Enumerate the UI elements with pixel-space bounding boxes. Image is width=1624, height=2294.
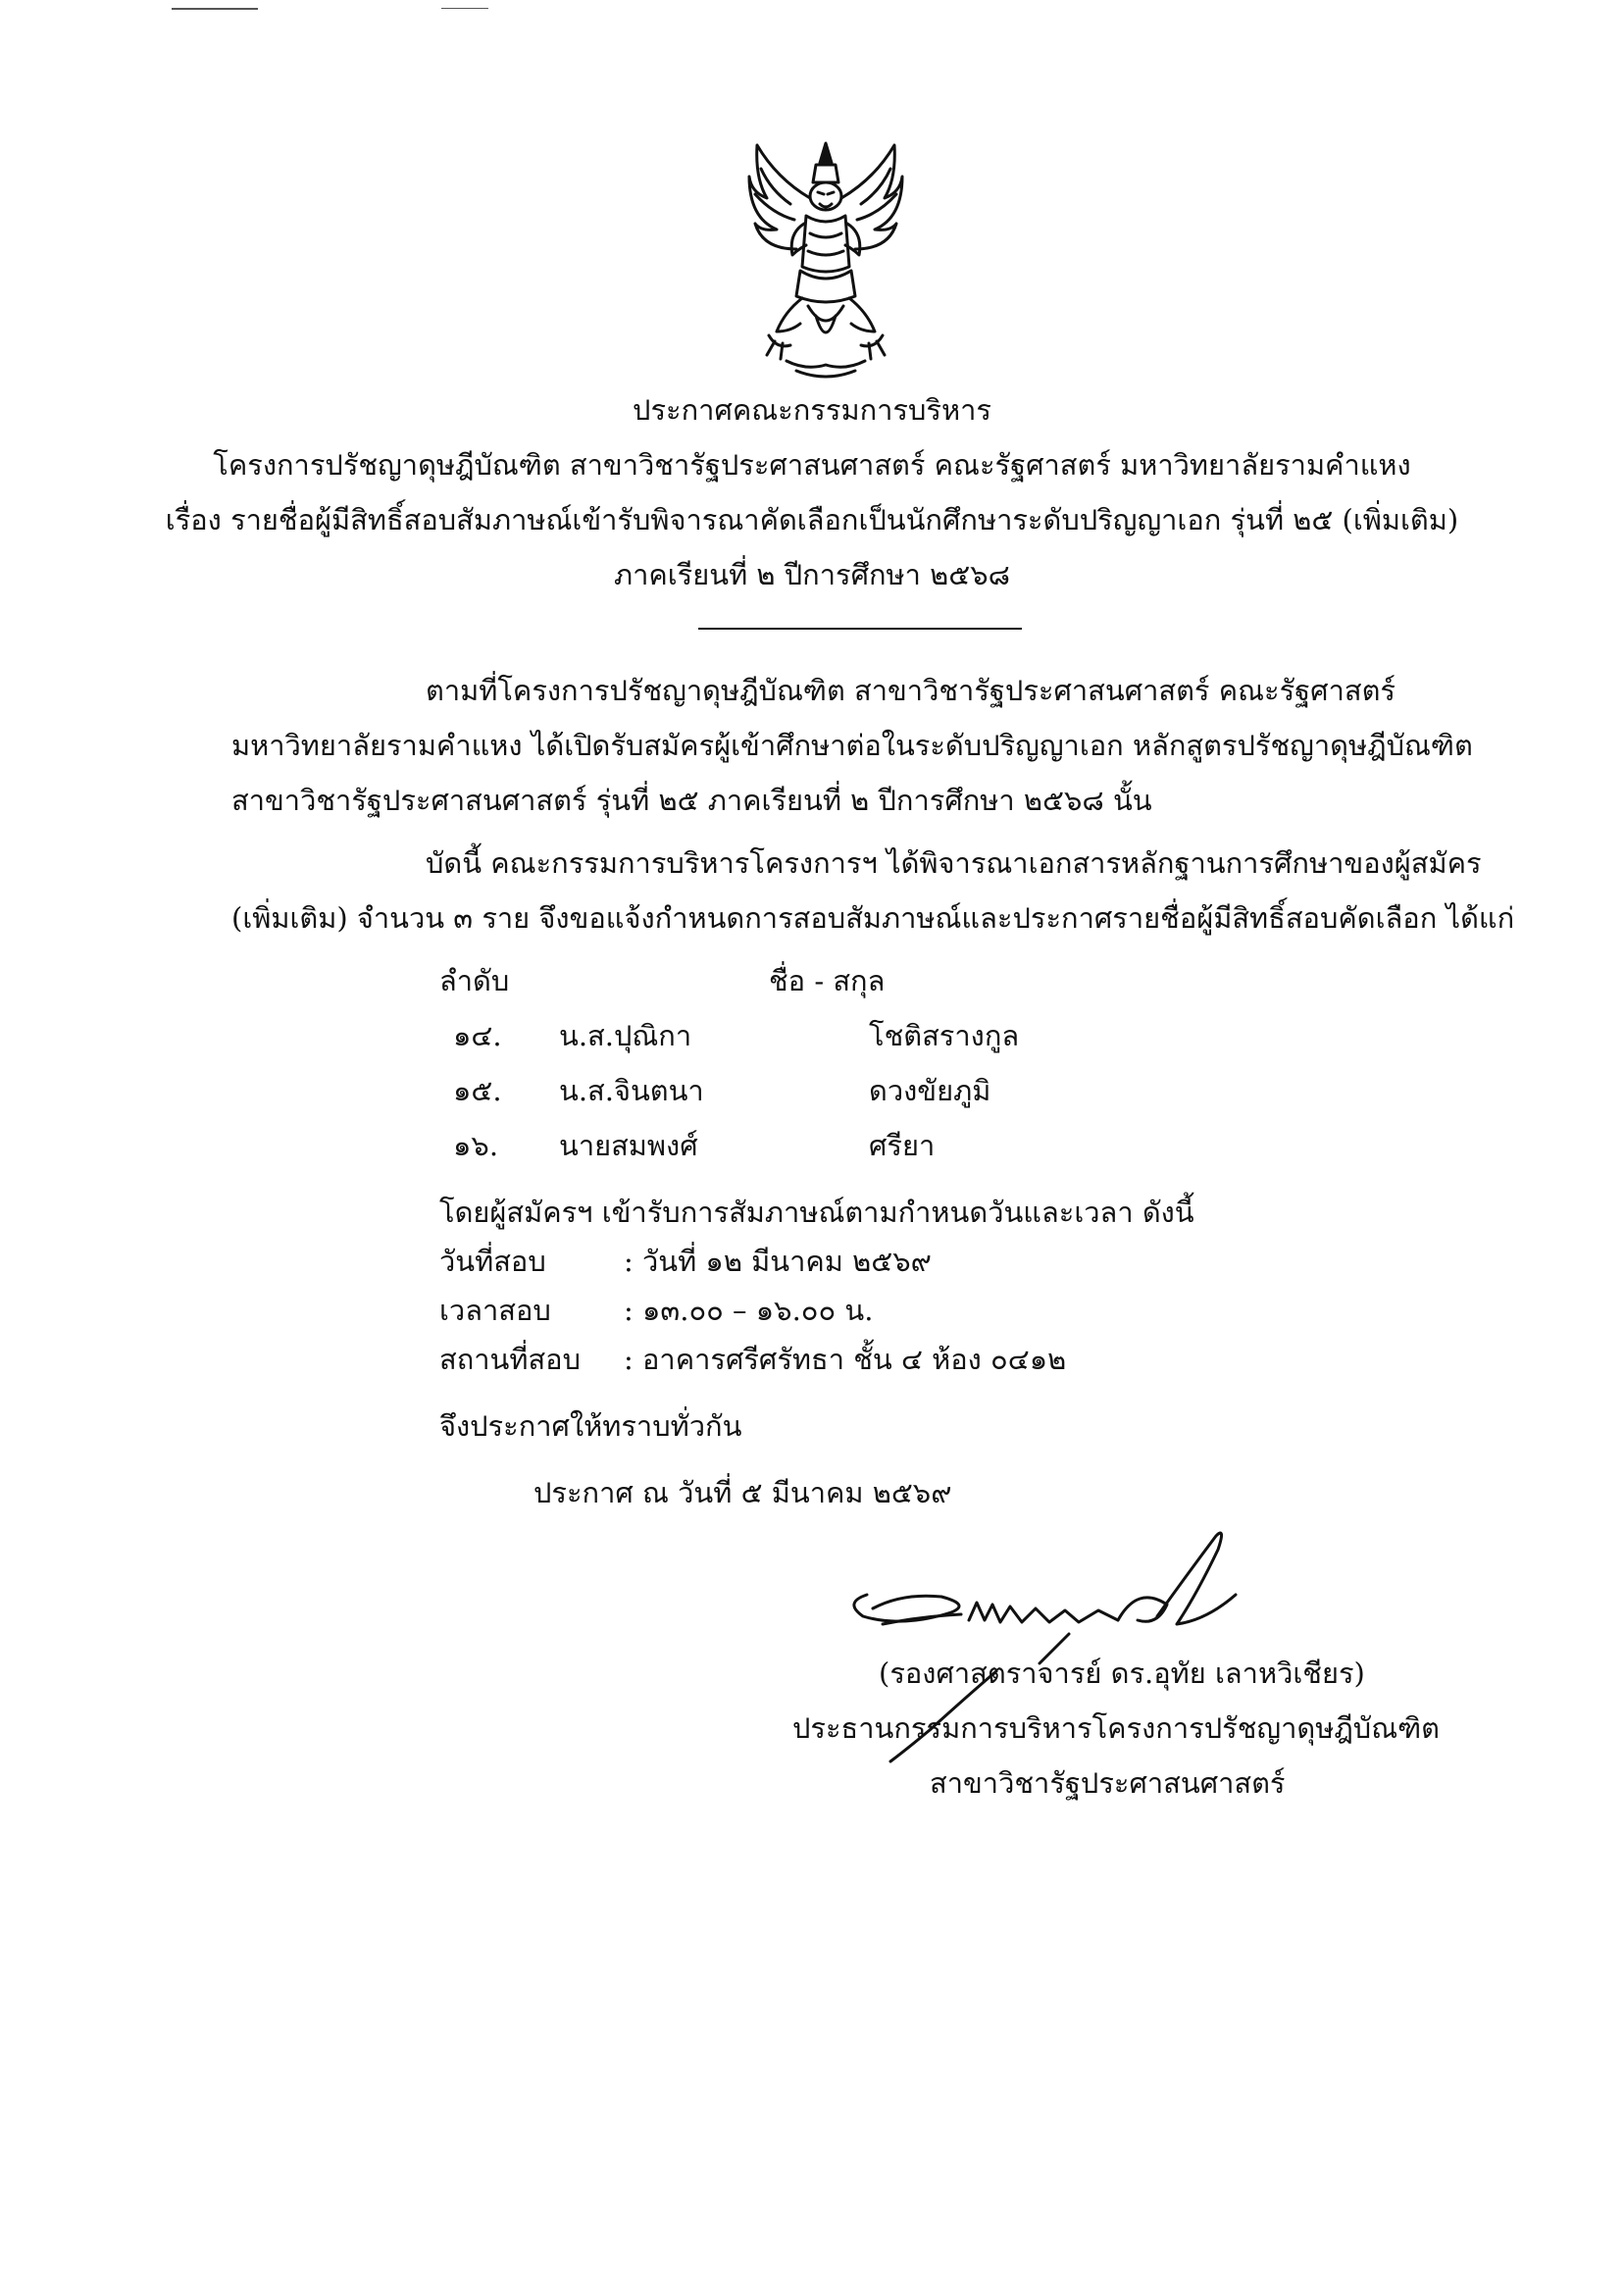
garuda-emblem-icon xyxy=(747,139,904,382)
signer-position-line-1: ประธานกรรมการบริหารโครงการปรัชญาดุษฎีบัณฑิต xyxy=(792,1711,1441,1745)
exam-date-value: : วันที่ ๑๒ มีนาคม ๒๕๖๙ xyxy=(624,1245,932,1278)
closing-line: จึงประกาศให้ทราบทั่วกัน xyxy=(439,1409,742,1443)
semester-line: ภาคเรียนที่ ๒ ปีการศึกษา ๒๕๖๘ xyxy=(613,558,1011,591)
announcement-title: ประกาศคณะกรรมการบริหาร xyxy=(633,393,991,427)
exam-venue-value: : อาคารศรีศรัทธา ชั้น ๔ ห้อง ๐๔๑๒ xyxy=(624,1343,1067,1376)
row-number: ๑๔. xyxy=(453,1019,502,1052)
scan-mark xyxy=(172,8,258,10)
exam-time-value: : ๑๓.๐๐ – ๑๖.๐๐ น. xyxy=(624,1294,874,1327)
row-last-name: ศรียา xyxy=(869,1129,936,1162)
row-last-name: ดวงขัยภูมิ xyxy=(869,1074,991,1107)
row-first-name: นายสมพงศ์ xyxy=(559,1129,698,1162)
heading-divider xyxy=(698,628,1022,630)
row-number: ๑๕. xyxy=(453,1074,502,1107)
row-first-name: น.ส.ปุณิกา xyxy=(559,1019,692,1052)
exam-time-label: เวลาสอบ xyxy=(439,1294,551,1327)
signer-name: (รองศาสตราจารย์ ดร.อุทัย เลาหวิเชียร) xyxy=(879,1657,1365,1690)
column-header-name: ชื่อ - สกุล xyxy=(769,964,886,997)
signer-position-line-2: สาขาวิชารัฐประศาสนศาสตร์ xyxy=(930,1766,1286,1800)
column-header-order: ลำดับ xyxy=(439,964,510,997)
exam-venue-label: สถานที่สอบ xyxy=(439,1343,582,1376)
scan-mark xyxy=(441,8,488,9)
project-name: โครงการปรัชญาดุษฎีบัณฑิต สาขาวิชารัฐประศาสนศาสตร์ คณะรัฐศาสตร์ มหาวิทยาลัยรามคำแหง xyxy=(213,448,1411,482)
paragraph-2-line-1: บัดนี้ คณะกรรมการบริหารโครงการฯ ได้พิจารณาเอกสารหลักฐานการศึกษาของผู้สมัคร xyxy=(426,846,1482,880)
row-number: ๑๖. xyxy=(453,1129,499,1162)
paragraph-1-line-3: สาขาวิชารัฐประศาสนศาสตร์ รุ่นที่ ๒๕ ภาคเรียนที่ ๒ ปีการศึกษา ๒๕๖๘ นั้น xyxy=(231,784,1152,817)
paragraph-1-line-2: มหาวิทยาลัยรามคำแหง ได้เปิดรับสมัครผู้เข้าศึกษาต่อในระดับปริญญาเอก หลักสูตรปรัชญาดุษฎีบัณฑิต xyxy=(231,729,1473,762)
paragraph-1-line-1: ตามที่โครงการปรัชญาดุษฎีบัณฑิต สาขาวิชารัฐประศาสนศาสตร์ คณะรัฐศาสตร์ xyxy=(426,674,1396,707)
row-last-name: โชติสรางกูล xyxy=(869,1019,1020,1052)
subject-line: เรื่อง รายชื่อผู้มีสิทธิ์สอบสัมภาษณ์เข้ารับพิจารณาคัดเลือกเป็นนักศึกษาระดับปริญญาเอก รุ่นที่ ๒๕ (เพิ่มเติม) xyxy=(165,503,1459,536)
announcement-date: ประกาศ ณ วันที่ ๕ มีนาคม ๒๕๖๙ xyxy=(533,1476,952,1509)
exam-date-label: วันที่สอบ xyxy=(439,1245,546,1278)
paragraph-2-line-2: (เพิ่มเติม) จำนวน ๓ ราย จึงขอแจ้งกำหนดการสอบสัมภาษณ์และประกาศรายชื่อผู้มีสิทธิ์สอบคัดเลือก ได้แก่ xyxy=(231,901,1515,935)
schedule-intro: โดยผู้สมัครฯ เข้ารับการสัมภาษณ์ตามกำหนดวันและเวลา ดังนี้ xyxy=(439,1196,1194,1229)
row-first-name: น.ส.จินตนา xyxy=(559,1074,704,1107)
